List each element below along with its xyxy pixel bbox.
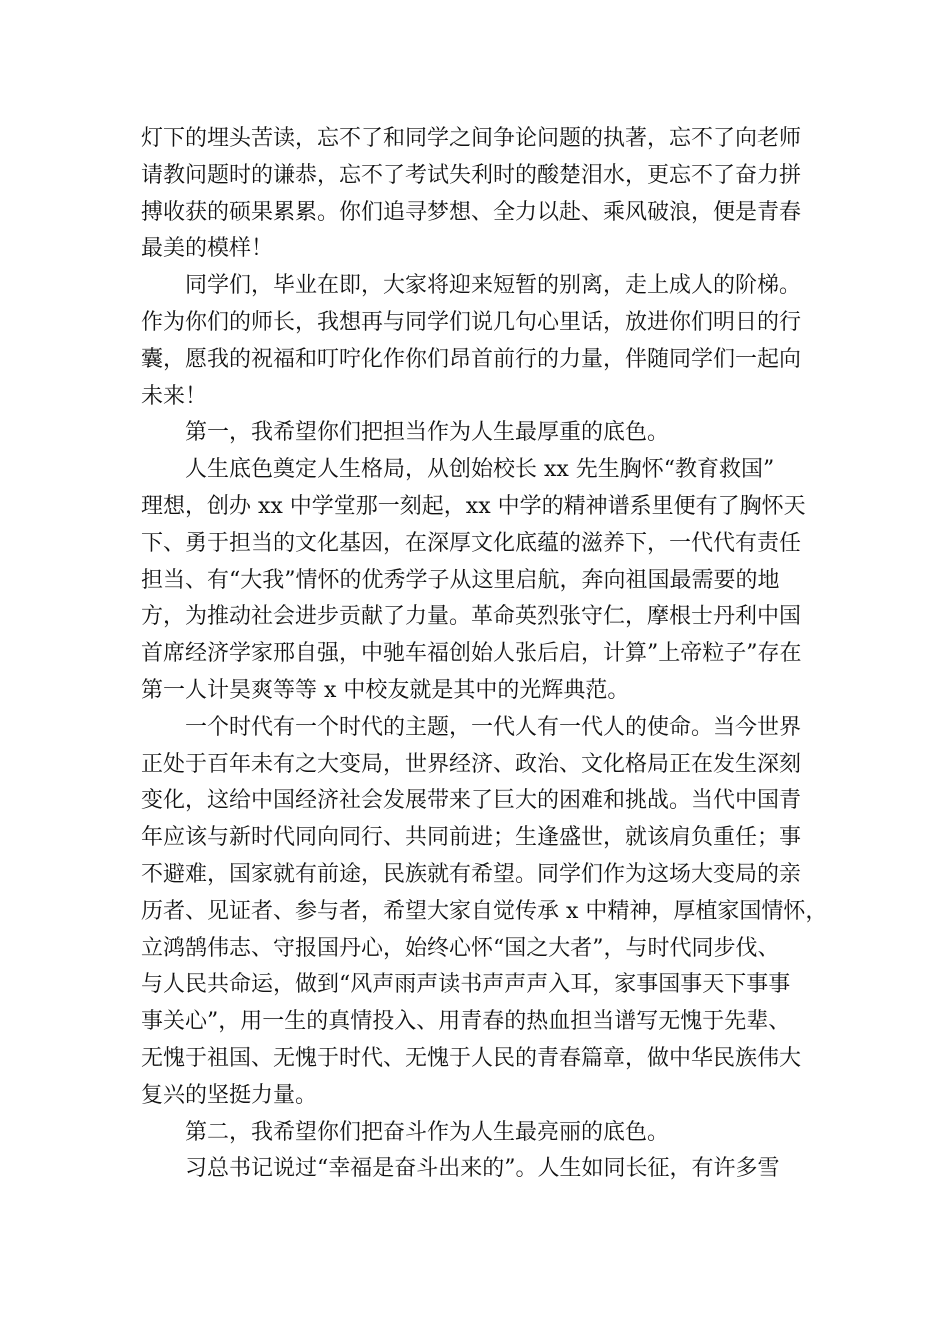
text-line: 历者、见证者、参与者，希望大家自觉传承 x 中精神，厚植家国情怀， xyxy=(141,898,828,924)
text-line: 作为你们的师长，我想再与同学们说几句心里话，放进你们明日的行 xyxy=(141,309,802,335)
text-line: 理想，创办 xx 中学堂那一刻起，xx 中学的精神谱系里便有了胸怀天 xyxy=(141,493,806,519)
text-line: 习总书记说过“幸福是奋斗出来的”。人生如同长征，有许多雪 xyxy=(185,1156,780,1182)
text-line: 担当、有“大我”情怀的优秀学子从这里启航，奔向祖国最需要的地 xyxy=(141,567,780,593)
document-body xyxy=(141,121,828,1188)
text-line: 一个时代有一个时代的主题，一代人有一代人的使命。当今世界 xyxy=(185,714,802,740)
text-line: 无愧于祖国、无愧于时代、无愧于人民的青春篇章，做中华民族伟大 xyxy=(141,1045,802,1071)
text-line: 灯下的埋头苦读，忘不了和同学之间争论问题的执著，忘不了向老师 xyxy=(141,126,802,151)
text-line: 与人民共命运，做到“风声雨声读书声声声入耳，家事国事天下事事 xyxy=(141,972,791,998)
text-line: 请教问题时的谦恭，忘不了考试失利时的酸楚泪水，更忘不了奋力拼 xyxy=(141,162,802,188)
text-line: 正处于百年未有之大变局，世界经济、政治、文化格局正在发生深刻 xyxy=(141,751,802,777)
text-line: 第一人计昊爽等等 x 中校友就是其中的光辉典范。 xyxy=(141,677,630,703)
text-line: 下、勇于担当的文化基因，在深厚文化底蕴的滋养下，一代代有责任 xyxy=(141,530,802,556)
text-line: 最美的模样！ xyxy=(141,236,274,262)
text-line: 同学们，毕业在即，大家将迎来短暂的别离，走上成人的阶梯。 xyxy=(185,273,802,299)
text-line: 首席经济学家邢自强，中驰车福创始人张后启，计算”上帝粒子”存在 xyxy=(141,641,802,667)
text-line: 第二，我希望你们把奋斗作为人生最亮丽的底色。 xyxy=(185,1119,670,1145)
text-line: 未来！ xyxy=(141,383,208,409)
text-line: 方，为推动社会进步贡献了力量。革命英烈张守仁，摩根士丹利中国 xyxy=(141,604,802,630)
text-line: 搏收获的硕果累累。你们追寻梦想、全力以赴、乘风破浪，便是青春 xyxy=(141,199,802,225)
text-line: 囊，愿我的祝福和叮咛化作你们昂首前行的力量，伴随同学们一起向 xyxy=(141,346,802,372)
text-line: 不避难，国家就有前途，民族就有希望。同学们作为这场大变局的亲 xyxy=(141,861,802,887)
text-line: 第一，我希望你们把担当作为人生最厚重的底色。 xyxy=(185,420,670,446)
text-line: 变化，这给中国经济社会发展带来了巨大的困难和挑战。当代中国青 xyxy=(141,788,802,814)
text-line: 年应该与新时代同向同行、共同前进；生逢盛世，就该肩负重任；事 xyxy=(141,825,802,851)
text-line: 立鸿鹄伟志、守报国丹心，始终心怀“国之大者”，与时代同步伐、 xyxy=(141,935,780,961)
text-line: 复兴的坚挺力量。 xyxy=(141,1082,318,1108)
text-line: 事关心”，用一生的真情投入、用青春的热血担当谱写无愧于先辈、 xyxy=(141,1009,791,1035)
text-line: 人生底色奠定人生格局，从创始校长 xx 先生胸怀“教育救国” xyxy=(185,457,775,483)
